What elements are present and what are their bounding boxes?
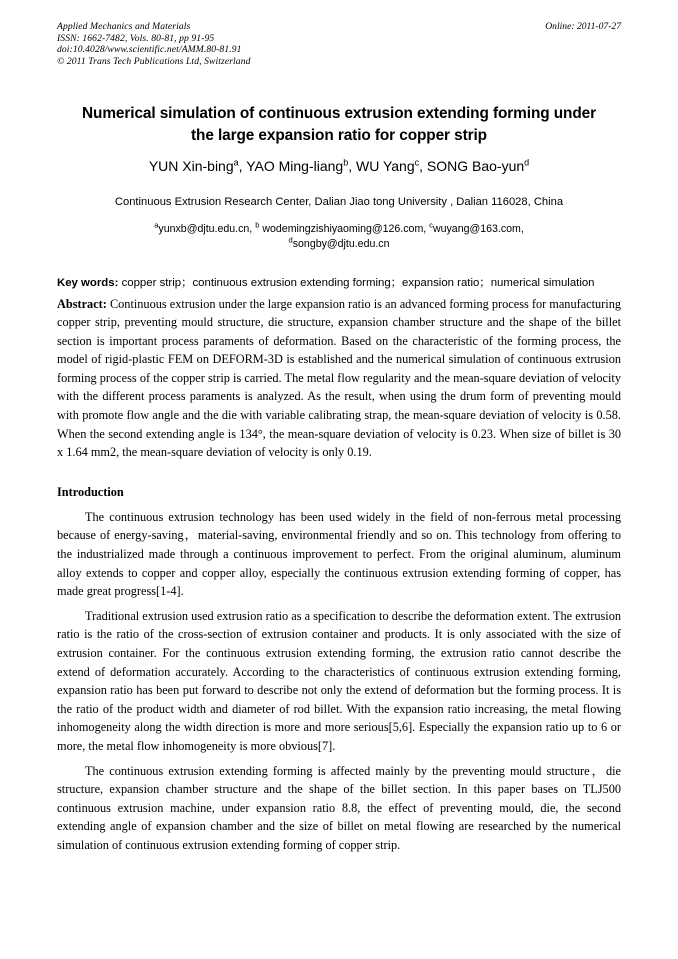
abstract-section <box>57 295 621 462</box>
email-address[interactable]: wuyang@163.com, <box>432 223 524 235</box>
author-name: WU Yang <box>356 158 415 174</box>
author-affiliation: Continuous Extrusion Research Center, Dalian Jiao tong University , Dalian 116028, China <box>114 196 564 208</box>
journal-name: Applied Mechanics and Materials <box>57 21 191 32</box>
email-marker: d <box>288 235 293 245</box>
email-marker: c <box>429 220 433 230</box>
author-name: YAO Ming-liang <box>246 158 344 174</box>
email-address[interactable]: songby@djtu.edu.cn <box>292 238 390 250</box>
abstract-label: Abstract: <box>57 296 107 311</box>
email-entry <box>429 220 524 235</box>
keywords-text: copper strip；continuous extrusion extending forming；expansion ratio；numerical simulation <box>118 277 595 289</box>
journal-copyright-line: © 2011 Trans Tech Publications Ltd, Switzerland <box>57 55 251 67</box>
body-paragraph: The continuous extrusion extending forming is affected mainly by the preventing mould structure，die structure, expansion chamber structure and the shape of the billet section. In this paper bases on TLJ500 continuous extrusion machine, under expansion ratio 8.8, the effect of preventing mould, die, the second extending angle of expansion chamber and the size of billet on metal flowing are researched by the numerical simulation of continuous extrusion extending forming of copper strip. <box>57 763 621 852</box>
journal-doi-line: doi:10.4028/www.scientific.net/AMM.80-81.91 <box>57 44 242 56</box>
section-heading-introduction: Introduction <box>57 484 124 499</box>
author-separator: , <box>238 158 247 174</box>
body-paragraph: The continuous extrusion technology has been used widely in the field of non-ferrous metal processing because of energy-saving，material-saving, environmental friendly and so on. This technology from offering to the industrialized made through a continuous improvement to perfect. From the original aluminum, aluminum alloy extends to copper and copper alloy, especially the continuous extrusion extending forming of copper, has made great progress[1-4]. <box>57 509 621 599</box>
author-name: SONG Bao-yun <box>426 158 525 174</box>
author-emails <box>57 222 621 252</box>
email-address[interactable]: wodemingzishiyaoming@126.com, <box>259 223 427 235</box>
author-affiliation-marker: a <box>233 157 239 168</box>
journal-header-left <box>57 21 621 67</box>
abstract-text: Continuous extrusion under the large expansion ratio is an advanced forming process for manufacturing copper strip, preventing mould structure, die structure, expansion chamber structure and the shape of the billet section is important process paraments of deformation. Based on the characteristic of the forming process, the model of rigid-plastic FEM on DEFORM-3D is established and the numerical simulation of continuous extrusion forming process of the copper strip is carried. The metal flow regularity and the mean-square deviation of velocity with the different process paraments is analyzed. As the result, when using the drum form of preventing mould with promote flow angle and the die with variable calibrating strap, the mean-square deviation of velocity is 0.58. When the second extending angle is 134°, the mean-square deviation of velocity is 0.23. When size of billet is 30 x 1.64 mm2, the mean-square deviation of velocity is only 0.19. <box>57 296 621 460</box>
email-marker: a <box>154 220 159 230</box>
author-affiliation-marker: b <box>343 157 349 168</box>
author-list <box>57 157 621 176</box>
journal-issn-line: ISSN: 1662-7482, Vols. 80-81, pp 91-95 <box>57 32 215 44</box>
email-address[interactable]: yunxb@djtu.edu.cn, <box>158 223 253 235</box>
body-paragraph: Traditional extrusion used extrusion ratio as a specification to describe the deformation extent. The extrusion ratio is the ratio of the cross-section of extrusion container and products. It is only associated with the size of extrusion container. For the continuous extrusion extending forming, the extrusion ratio cannot describe the extend of deformation accurately. According to the characteristics of continuous extrusion extending forming, expansion ratio has been put forward to describe not only the extend of deformation but the forming process. It is the ratio of the product width and diameter of rod billet. With the expansion ratio increasing, the metal flowing inhomogeneity along the width direction is more and more serious[5,6]. Especially the expansion ratio up to 6 or more, the metal flow inhomogeneity is more obvious[7]. <box>57 608 621 753</box>
author-separator: , <box>348 158 356 174</box>
title-line-1: Numerical simulation of continuous extrusion extending forming under <box>82 105 596 122</box>
email-entry <box>255 220 427 235</box>
keywords-label: Key words: <box>57 277 119 289</box>
email-marker: b <box>255 220 260 230</box>
keywords-section <box>57 275 621 292</box>
author-name: YUN Xin-bing <box>148 158 234 174</box>
author-separator: , <box>419 158 427 174</box>
email-entry <box>288 235 390 250</box>
page-content-column <box>57 0 621 855</box>
title-line-2: the large expansion ratio for copper strip <box>191 127 487 144</box>
journal-header <box>57 0 621 77</box>
author-affiliation-marker: c <box>414 157 420 168</box>
page-title <box>57 103 621 147</box>
author-affiliation-marker: d <box>524 157 530 168</box>
email-entry <box>154 220 253 235</box>
online-publication-date: Online: 2011-07-27 <box>545 21 621 32</box>
